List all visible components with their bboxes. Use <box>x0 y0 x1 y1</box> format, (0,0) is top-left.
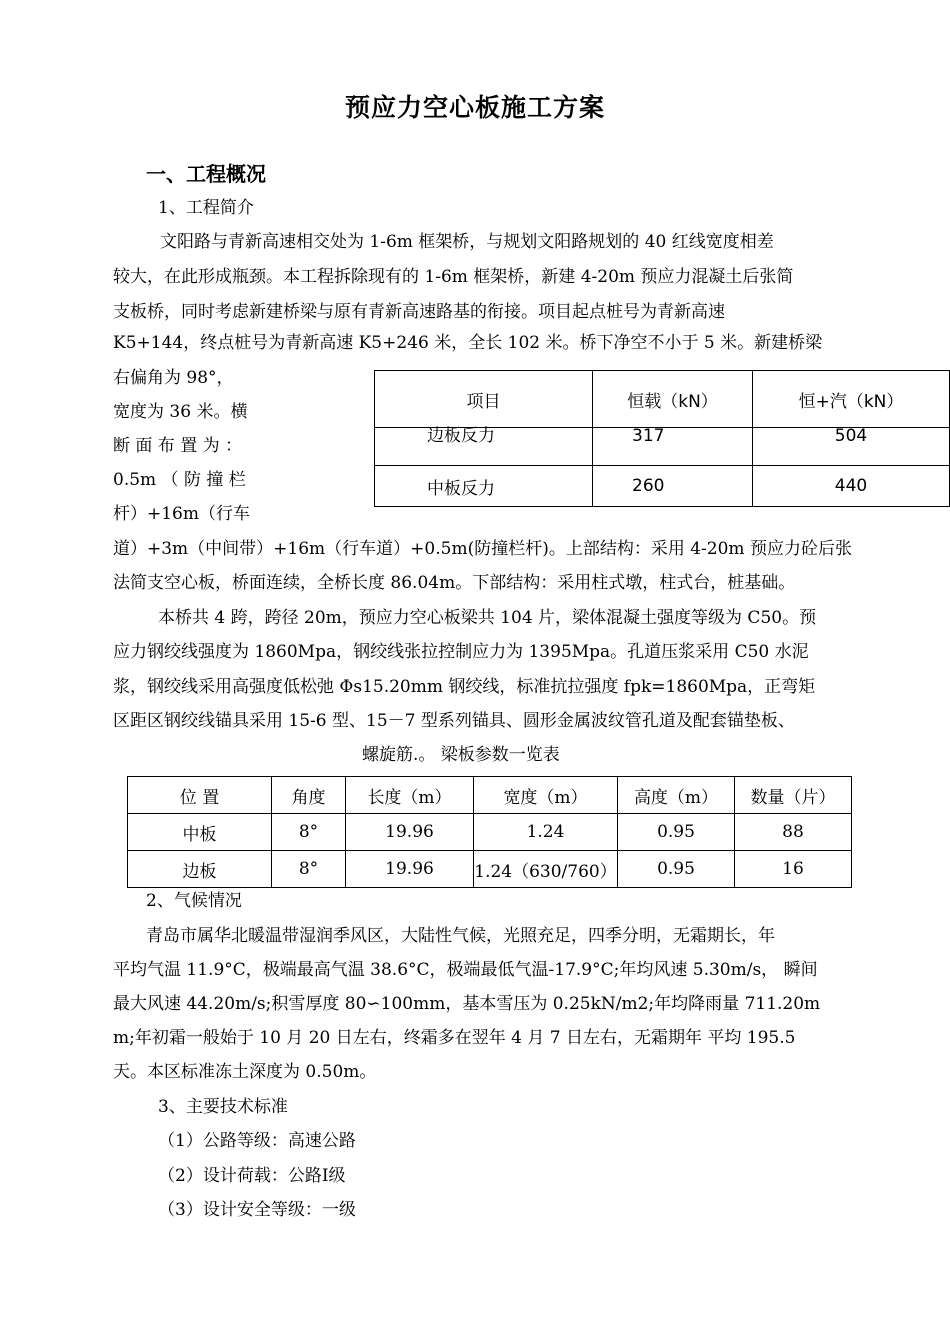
paragraph-line: 平均气温 11.9°C，极端最高气温 38.6°C，极端最低气温-17.9°C;年均风速 5.30m/s， 瞬间 <box>113 960 818 980</box>
table-cell: 0.95 <box>618 851 735 888</box>
paragraph-line: 右偏角为 98°， <box>113 368 234 388</box>
paragraph-line: 天。本区标准冻土深度为 0.50m。 <box>113 1062 377 1082</box>
list-item: （3）设计安全等级：一级 <box>158 1200 356 1220</box>
table-cell: 19.96 <box>346 814 474 851</box>
paragraph-line: 道）+3m（中间带）+16m（行车道）+0.5m(防撞栏杆)。上部结构：采用 4-20m 预应力砼后张 <box>113 539 852 559</box>
table-header-cell: 数量（片） <box>735 777 852 814</box>
table-header-cell: 项目 <box>375 371 593 428</box>
paragraph-line: 法简支空心板，桥面连续，全桥长度 86.04m。下部结构：采用柱式墩，柱式台，桩基础。 <box>113 573 796 593</box>
subsection-heading: 3、主要技术标准 <box>158 1097 288 1117</box>
table-header-cell: 恒+汽（kN） <box>753 371 950 428</box>
subsection-heading: 2、气候情况 <box>146 891 242 911</box>
beam-parameter-table <box>127 776 852 888</box>
paragraph-line: 支板桥，同时考虑新建桥梁与原有青新高速路基的衔接。项目起点桩号为青新高速 <box>113 302 725 322</box>
paragraph-line: K5+144，终点桩号为青新高速 K5+246 米，全长 102 米。桥下净空不小于 5 米。新建桥梁 <box>113 333 823 353</box>
table-cell: 边板反力 <box>375 428 593 466</box>
table-cell: 317 <box>593 428 753 466</box>
paragraph-line: 较大，在此形成瓶颈。本工程拆除现有的 1-6m 框架桥，新建 4-20m 预应力混凝土后张简 <box>113 267 794 287</box>
list-item: （2）设计荷载：公路Ⅰ级 <box>158 1166 346 1186</box>
table-cell: 504 <box>753 428 950 466</box>
table-cell: 0.95 <box>618 814 735 851</box>
table-cell: 8° <box>272 851 346 888</box>
table-cell: 440 <box>753 466 950 507</box>
table-cell: 1.24（630/760） <box>474 851 618 888</box>
table-cell: 中板反力 <box>375 466 593 507</box>
paragraph-line: 0.5m （ 防 撞 栏 <box>113 470 246 490</box>
table-cell: 16 <box>735 851 852 888</box>
table-cell: 19.96 <box>346 851 474 888</box>
table-cell: 中板 <box>128 814 272 851</box>
table-header-cell: 高度（m） <box>618 777 735 814</box>
document-title: 预应力空心板施工方案 <box>344 93 605 122</box>
table-header-cell: 恒载（kN） <box>593 371 753 428</box>
paragraph-line: 本桥共 4 跨，跨径 20m，预应力空心板梁共 104 片，梁体混凝土强度等级为 C50。预 <box>158 608 817 628</box>
paragraph-line: 应力钢绞线强度为 1860Mpa，钢绞线张拉控制应力为 1395Mpa。孔道压浆采用 C50 水泥 <box>113 642 809 662</box>
paragraph-line: 浆，钢绞线采用高强度低松弛 Φs15.20mm 钢绞线，标准抗拉强度 fpk=1860Mpa，正弯矩 <box>113 677 816 697</box>
table-cell: 260 <box>593 466 753 507</box>
table-cell: 88 <box>735 814 852 851</box>
table-header-cell: 角度 <box>272 777 346 814</box>
table-caption: 螺旋筋.。 梁板参数一览表 <box>362 745 560 765</box>
table-header-cell: 位 置 <box>128 777 272 814</box>
paragraph-line: 断 面 布 置 为 ： <box>113 436 243 456</box>
table-cell: 边板 <box>128 851 272 888</box>
paragraph-line: 最大风速 44.20m/s;积雪厚度 80∽100mm，基本雪压为 0.25kN/m2;年均降雨量 711.20m <box>113 994 821 1014</box>
paragraph-line: 区距区钢绞线锚具采用 15-6 型、15－7 型系列锚具、圆形金属波纹管孔道及配套锚垫板、 <box>113 711 795 731</box>
paragraph-line: 文阳路与青新高速相交处为 1-6m 框架桥，与规划文阳路规划的 40 红线宽度相差 <box>160 232 774 252</box>
paragraph-line: 宽度为 36 米。横 <box>113 402 248 422</box>
table-header-cell: 长度（m） <box>346 777 474 814</box>
table-cell: 1.24 <box>474 814 618 851</box>
list-item: （1）公路等级：高速公路 <box>158 1131 356 1151</box>
paragraph-line: 杆）+16m（行车 <box>113 504 250 524</box>
load-table <box>374 370 950 507</box>
paragraph-line: 青岛市属华北暖温带湿润季风区，大陆性气候，光照充足，四季分明，无霜期长，年 <box>146 926 775 946</box>
table-header-cell: 宽度（m） <box>474 777 618 814</box>
subsection-heading: 1、工程简介 <box>158 198 254 218</box>
table-cell: 8° <box>272 814 346 851</box>
section-heading: 一、工程概况 <box>146 162 266 186</box>
paragraph-line: m;年初霜一般始于 10 月 20 日左右，终霜多在翌年 4 月 7 日左右，无霜期年 平均 195.5 <box>113 1028 796 1048</box>
